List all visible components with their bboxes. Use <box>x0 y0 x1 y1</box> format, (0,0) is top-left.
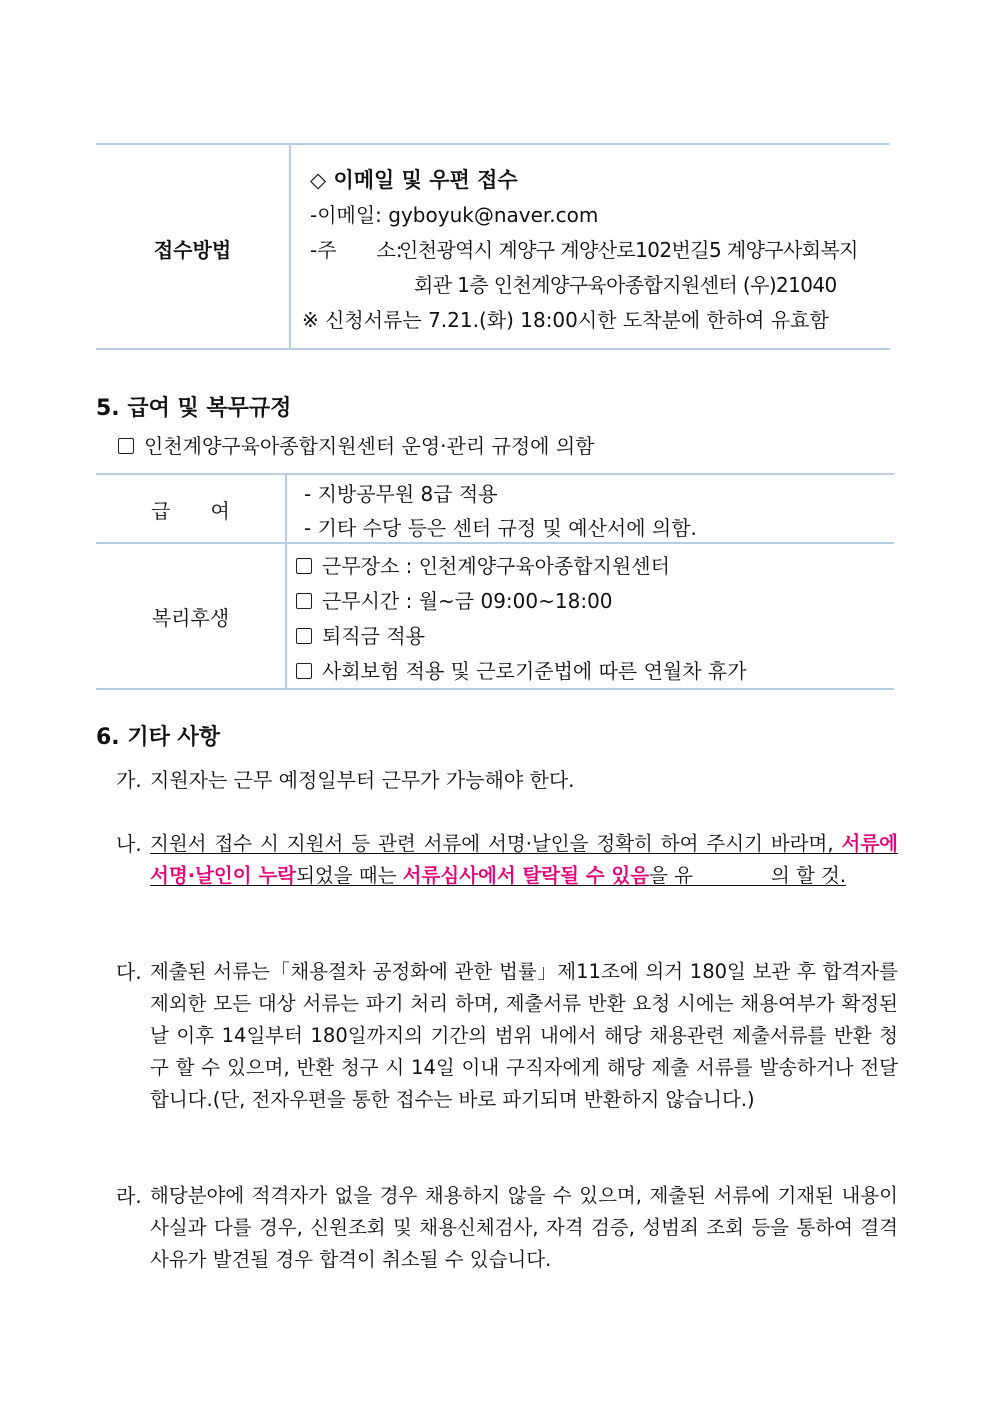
pay-table-row-divider <box>96 542 894 544</box>
pay-table-top-border <box>96 473 894 475</box>
pay-table-bottom-border <box>96 688 894 690</box>
pay-table-col-divider <box>285 473 287 690</box>
checkbox-icon <box>296 593 312 609</box>
checkbox-icon <box>118 438 134 454</box>
pay-item: - 기타 수당 등은 센터 규정 및 예산서에 의함. <box>304 516 697 540</box>
item-marker: 가. <box>116 768 142 792</box>
reception-table-bottom-border <box>96 348 890 350</box>
welfare-item: 근무시간 : 월~금 09:00~18:00 <box>296 585 613 614</box>
checkbox-icon <box>296 558 312 574</box>
item-text: 해당분야에 적격자가 없을 경우 채용하지 않을 수 있으며, 제출된 서류에 기재된 내용이 사실과 다를 경우, 신원조회 및 채용신체검사, 자격 검증, 성범죄 조회 등을 통하여 결격사유가 발견될 경우 합격이 취소될 수 있습니다. <box>150 1184 898 1271</box>
item-marker: 라. <box>116 1184 142 1208</box>
reception-address-line1: 인천광역시 계양구 계양산로102번길5 계양구사회복지 <box>399 238 858 262</box>
item-na <box>116 828 898 924</box>
reception-address-line2: 회관 1층 인천계양구육아종합지원센터 (우)21040 <box>414 273 837 297</box>
reception-note: ※ 신청서류는 7.21.(화) 18:00시한 도착분에 한하여 유효함 <box>302 308 829 332</box>
checkbox-icon <box>296 628 312 644</box>
pay-label: 급 여 <box>151 499 230 523</box>
item-ra <box>116 1180 898 1276</box>
reception-label: 접수방법 <box>153 238 232 262</box>
section5-subtitle: 인천계양구육아종합지원센터 운영·관리 규정에 의함 <box>144 434 595 458</box>
reception-table-top-border <box>96 143 890 145</box>
welfare-item: 퇴직금 적용 <box>296 620 425 649</box>
item-marker: 나. <box>116 832 142 856</box>
item-text: 지원서 접수 시 지원서 등 관련 서류에 서명·날인을 정확히 하여 주시기 바라며, 서류에 서명·날인이 누락되었을 때는 서류심사에서 탈락될 수 있음을 유 의 할 것. <box>150 832 898 887</box>
item-text: 지원자는 근무 예정일부터 근무가 가능해야 한다. <box>150 768 575 792</box>
reception-heading: ◇ 이메일 및 우편 접수 <box>310 168 518 192</box>
reception-email: -이메일: gyboyuk@naver.com <box>310 203 599 227</box>
reception-table-divider <box>289 143 291 350</box>
highlight-text: 서류에 서명·날인이 누락 <box>150 832 898 887</box>
welfare-label: 복리후생 <box>151 606 230 630</box>
section6-title: 6. 기타 사항 <box>96 725 220 750</box>
reception-address-prefix: -주 소: <box>310 238 403 262</box>
item-text: 제출된 서류는「채용절차 공정화에 관한 법률」제11조에 의거 180일 보관 후 합격자를 제외한 모든 대상 서류는 파기 처리 하며, 제출서류 반환 요청 시에는 채용여부가 확정된 날 이후 14일부터 180일까지의 기간의 범위 내에서 해당 채용관련 제출서류를 반환 청구 할 수 있으며, 반환 청구 시 14일 이내 구직자에게 해당 제출 서류를 발송하거나 전달합니다.(단, 전자우편을 통한 접수는 바로 파기되며 반환하지 않습니다.) <box>150 960 898 1111</box>
welfare-item: 사회보험 적용 및 근로기준법에 따른 연월차 휴가 <box>296 655 747 684</box>
pay-item: - 지방공무원 8급 적용 <box>304 482 498 506</box>
welfare-item: 근무장소 : 인천계양구육아종합지원센터 <box>296 550 670 579</box>
highlight-text: 서류심사에서 탈락될 수 있음 <box>402 864 650 887</box>
item-ga <box>116 764 898 796</box>
section5-title: 5. 급여 및 복무규정 <box>96 396 292 421</box>
item-da <box>116 956 898 1148</box>
checkbox-icon <box>296 663 312 679</box>
item-marker: 다. <box>116 960 142 984</box>
section5-subtitle-row <box>118 430 594 459</box>
